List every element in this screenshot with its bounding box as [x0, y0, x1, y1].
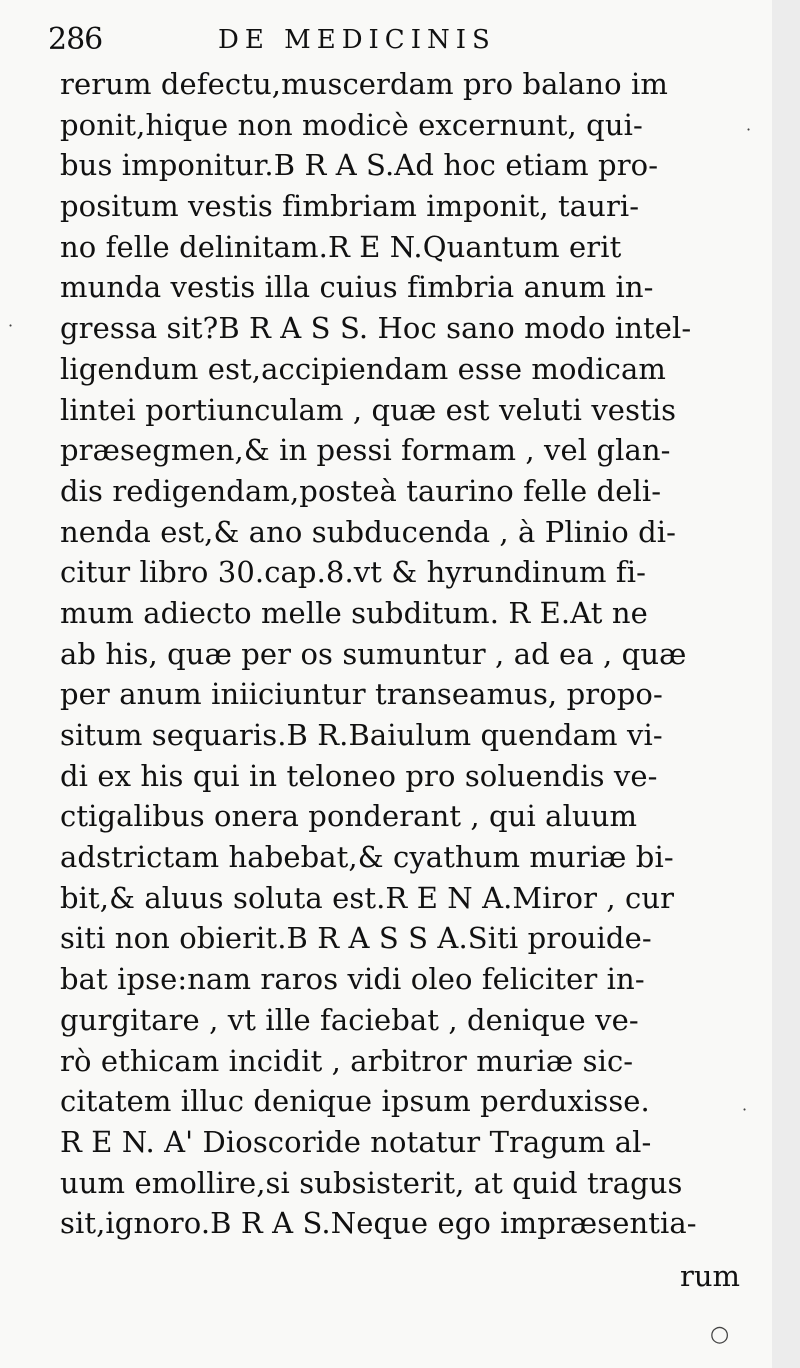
- text-line: lintei portiunculam , quæ est veluti vestis: [60, 392, 677, 427]
- text-line: citur libro 30.cap.8.vt & hyrundinum fi-: [60, 555, 646, 590]
- text-line: rerum defectu,muscerdam pro balano im: [60, 67, 668, 101]
- catchword-row: [610, 1256, 740, 1296]
- text-line: uum emollire,si subsisterit, at quid tragus: [60, 1165, 683, 1200]
- running-head: DE MEDICINIS: [218, 25, 496, 55]
- text-line: bat ipse:nam raros vidi oleo feliciter in-: [60, 962, 645, 997]
- text-line: nenda est,& ano subducenda , à Plinio di-: [60, 514, 677, 549]
- catchword: rum: [679, 1259, 740, 1293]
- text-line: adstrictam habebat,& cyathum muriæ bi-: [60, 840, 674, 875]
- margin-speck: ·: [8, 316, 14, 335]
- text-line: ctigalibus onera ponderant , qui aluum: [60, 799, 638, 834]
- text-line: bit,& aluus soluta est.R E N A.Miror , cur: [60, 880, 675, 915]
- text-line: situm sequaris.B R.Baiulum quendam vi-: [60, 718, 663, 752]
- text-block: [60, 64, 740, 1244]
- text-line: siti non obierit.B R A S S A.Siti prouide-: [60, 921, 652, 956]
- text-line: ponit,hique non modicè excernunt, qui-: [60, 107, 643, 142]
- page-number: 286: [48, 22, 103, 57]
- page-corner-mark: ○: [710, 1322, 730, 1347]
- text-line: ab his, quæ per os sumuntur , ad ea , quæ: [60, 636, 687, 671]
- text-line: mum adiecto melle subditum. R E.At ne: [60, 595, 648, 630]
- text-line: ligendum est,accipiendam esse modicam: [60, 351, 666, 386]
- page-header: [48, 18, 688, 62]
- margin-speck: ·: [746, 120, 752, 139]
- text-line: gurgitare , vt ille faciebat , denique ve-: [60, 1002, 639, 1037]
- text-line: dis redigendam,posteà taurino felle deli-: [60, 473, 662, 508]
- text-line: per anum iniiciuntur transeamus, propo-: [60, 677, 663, 712]
- text-line: gressa sit?B R A S S. Hoc sano modo intel-: [60, 311, 692, 346]
- text-line: præsegmen,& in pessi formam , vel glan-: [60, 433, 671, 468]
- text-line: bus imponitur.B R A S.Ad hoc etiam pro-: [60, 148, 659, 183]
- text-line: di ex his qui in teloneo pro soluendis ve-: [60, 758, 658, 793]
- text-line: sit,ignoro.B R A S.Neque ego impræsentia-: [60, 1206, 697, 1241]
- text-line: no felle delinitam.R E N.Quantum erit: [60, 229, 622, 264]
- text-line: munda vestis illa cuius fimbria anum in-: [60, 270, 654, 305]
- text-line: citatem illuc denique ipsum perduxisse.: [60, 1084, 650, 1119]
- text-line: R E N. A' Dioscoride notatur Tragum al-: [60, 1124, 652, 1159]
- text-line: positum vestis fimbriam imponit, tauri-: [60, 189, 640, 224]
- margin-speck: ·: [742, 1100, 748, 1119]
- text-line: rò ethicam incidit , arbitror muriæ sic-: [60, 1043, 634, 1078]
